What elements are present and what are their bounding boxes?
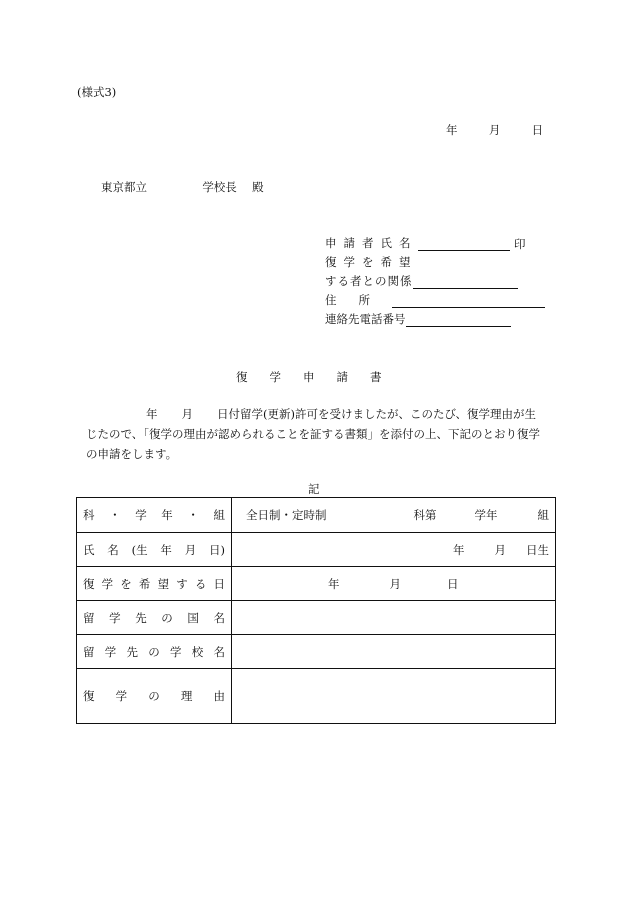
addressee-prefix: 東京都立 (101, 180, 147, 194)
label-char: 復 (83, 576, 95, 591)
body-line-1 (86, 404, 556, 424)
label-char: 学 (101, 576, 114, 591)
relation-line[interactable] (413, 276, 518, 289)
table-row (77, 669, 556, 724)
label-char: 先 (135, 610, 147, 625)
applicant-name-row (325, 235, 510, 253)
birth-year: 年 (453, 542, 465, 557)
row-label-country (77, 601, 232, 635)
return-day: 日 (447, 576, 459, 591)
label-char: 留 (83, 644, 95, 659)
label-char: 月 (184, 542, 197, 557)
birth-month: 月 (494, 542, 506, 557)
reason-value-cell[interactable] (232, 669, 556, 724)
phone-label: 連絡先電話番号 (325, 312, 406, 326)
table-row (77, 533, 556, 567)
label-char: ・ (109, 508, 121, 522)
date-year: 年 (446, 123, 458, 137)
seal-mark: 印 (514, 237, 526, 251)
label-char: る (194, 576, 207, 591)
table-row (77, 601, 556, 635)
applicant-name-label: 申請者氏名 (325, 236, 418, 250)
document-title: 復学申請書 (236, 370, 404, 384)
label-char: 望 (157, 576, 170, 591)
request-body (86, 404, 556, 464)
table-row (77, 567, 556, 601)
label-char: 年 (160, 542, 172, 557)
applicant-name-line[interactable] (418, 238, 510, 251)
return-date-cell[interactable] (232, 567, 556, 601)
table-row (77, 498, 556, 533)
label-char: 氏 (83, 542, 95, 557)
class-label: 組 (537, 508, 549, 522)
label-char: を (120, 576, 132, 591)
label-char: 先 (126, 644, 138, 659)
relation-label-1: 復学を希望 (325, 255, 418, 269)
label-char: 日) (208, 542, 225, 557)
label-char: 名 (107, 542, 119, 557)
birth-day: 日生 (526, 542, 549, 557)
label-char: の (161, 610, 173, 625)
return-month: 月 (389, 576, 401, 591)
application-table (76, 497, 556, 724)
body-line-1-text: 日付留学(更新)許可を受けましたが、このたび、復学理由が生 (217, 407, 537, 421)
row-label-name (77, 533, 232, 567)
ki-mark: 記 (308, 482, 320, 496)
label-char: 留 (83, 610, 95, 625)
label-char: 名 (213, 610, 225, 625)
label-char: 由 (213, 689, 225, 703)
label-char: 名 (213, 644, 225, 659)
label-char: ・ (187, 508, 199, 522)
body-line-3: の申請をします。 (86, 447, 178, 461)
label-char: (生 (131, 542, 148, 557)
school-value-cell[interactable] (232, 635, 556, 669)
phone-row (325, 311, 511, 329)
date-line (446, 122, 543, 138)
label-char: 学 (104, 644, 117, 659)
label-char: 国 (187, 610, 199, 625)
label-char: 学 (109, 610, 121, 625)
body-line-2: じたので、「復学の理由が認められることを証する書類」を添付の上、下記のとおり復学 (86, 427, 541, 441)
grade-label: 学年 (474, 508, 498, 522)
country-value-cell[interactable] (232, 601, 556, 635)
form-number: (様式3) (77, 85, 117, 99)
phone-line[interactable] (406, 314, 511, 327)
address-line[interactable] (392, 295, 545, 308)
row-label-class (77, 498, 232, 533)
name-value-cell[interactable] (232, 533, 556, 567)
row-label-school (77, 635, 232, 669)
addressee-honorific: 殿 (252, 180, 264, 194)
body-month: 月 (181, 407, 193, 421)
table-row (77, 635, 556, 669)
label-class-text (83, 507, 225, 523)
addressee-school: 学校長 (202, 180, 237, 194)
row-label-reason (77, 669, 232, 724)
return-year: 年 (328, 576, 340, 591)
label-char: の (148, 689, 160, 703)
relation-row-2 (325, 273, 518, 291)
label-char: す (176, 576, 188, 591)
addressee (101, 179, 264, 195)
dept-label: 科第 (413, 508, 437, 522)
label-char: 学 (170, 644, 182, 659)
relation-row-1 (325, 254, 418, 272)
date-day: 日 (531, 123, 544, 137)
label-char: の (148, 644, 160, 659)
label-char: 希 (138, 576, 151, 591)
label-char: 日 (213, 576, 225, 591)
label-char: 校 (191, 644, 204, 659)
school-system: 全日制・定時制 (246, 508, 327, 522)
label-char: 復 (83, 689, 95, 703)
relation-label-2: する者との関係 (325, 274, 413, 288)
label-char: 組 (213, 508, 225, 522)
address-row (325, 292, 545, 310)
address-label: 住所 (325, 293, 392, 307)
label-char: 学 (115, 689, 128, 703)
label-char: 学 (135, 508, 147, 522)
label-char: 年 (161, 508, 173, 522)
label-char: 理 (180, 689, 193, 703)
label-char: 科 (83, 508, 95, 522)
date-month: 月 (488, 123, 501, 137)
class-value-cell[interactable] (232, 498, 556, 533)
body-year: 年 (146, 407, 158, 421)
row-label-return-date (77, 567, 232, 601)
